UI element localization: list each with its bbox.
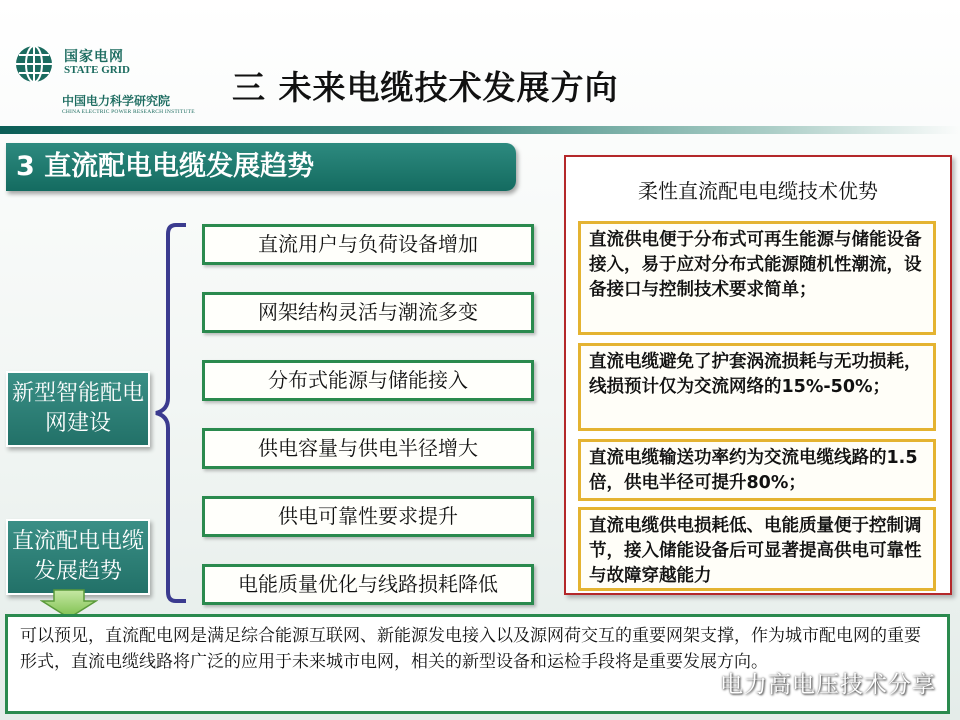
feature-item: 直流用户与负荷设备增加	[202, 224, 534, 265]
slide-title: 三 未来电缆技术发展方向	[232, 68, 619, 107]
feature-item: 供电可靠性要求提升	[202, 496, 534, 537]
advantage-item: 直流电缆避免了护套涡流损耗与无功损耗，线损预计仅为交流网络的15%-50%；	[578, 343, 936, 431]
wechat-icon	[690, 668, 716, 692]
feature-item: 分布式能源与储能接入	[202, 360, 534, 401]
globe-logo-icon	[14, 44, 54, 84]
advantages-panel	[564, 155, 952, 595]
advantages-title: 柔性直流配电电缆技术优势	[638, 179, 878, 203]
watermark-text: 电力高电压技术分享	[720, 672, 936, 698]
advantage-item: 直流电缆输送功率约为交流电缆线路的1.5倍，供电半径可提升80%；	[578, 439, 936, 501]
brace-bracket	[150, 222, 190, 604]
conclusion-box: 可以预见，直流配电网是满足综合能源互联网、新能源发电接入以及源网荷交互的重要网架支撑，作为城市配电网的重要形式，直流电缆线路将广泛的应用于未来城市电网，相关的新型设备和运检手段将是重要发展方向。	[5, 614, 950, 714]
smart-grid-box: 新型智能配电网建设	[6, 371, 150, 447]
feature-item: 网架结构灵活与潮流多变	[202, 292, 534, 333]
logo-chinese-name: 国家电网	[64, 49, 124, 65]
watermark	[690, 666, 950, 696]
feature-item: 电能质量优化与线路损耗降低	[202, 564, 534, 605]
state-grid-logo	[14, 42, 224, 122]
org-english-name: CHINA ELECTRIC POWER RESEARCH INSTITUTE	[62, 109, 195, 115]
section-banner: 3 直流配电电缆发展趋势	[6, 143, 516, 191]
advantage-item: 直流电缆供电损耗低、电能质量便于控制调节，接入储能设备后可显著提高供电可靠性与故障穿越能力	[578, 507, 936, 591]
dc-cable-trend-box: 直流配电电缆发展趋势	[6, 519, 150, 595]
advantage-item: 直流供电便于分布式可再生能源与储能设备接入，易于应对分布式能源随机性潮流，设备接口与控制技术要求简单；	[578, 221, 936, 335]
feature-item: 供电容量与供电半径增大	[202, 428, 534, 469]
org-chinese-name: 中国电力科学研究院	[62, 94, 171, 108]
logo-english-name: STATE GRID	[64, 64, 130, 76]
header-divider	[0, 126, 960, 134]
